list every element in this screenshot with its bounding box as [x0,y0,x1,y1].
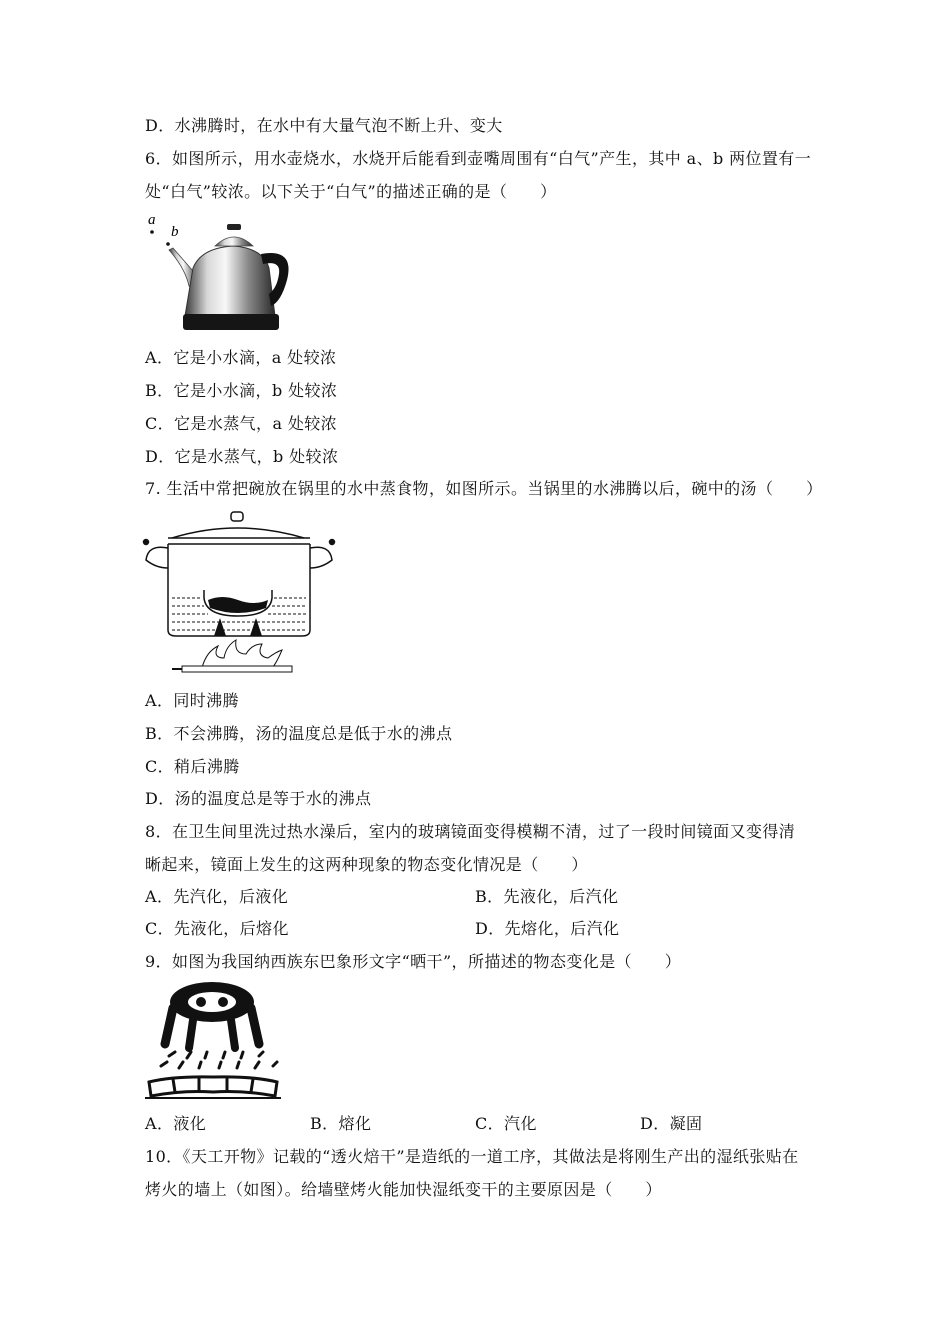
pot-lid [172,528,304,538]
support-leg [250,618,262,636]
steamer-figure [142,508,337,683]
kettle-lid-knob [227,224,241,230]
point-b-dot [166,242,170,246]
kettle-lid [215,237,253,246]
q8-option-d: D．先熔化，后汽化 [475,919,620,938]
q5-option-d: D．水沸腾时，在水中有大量气泡不断上升、变大 [145,116,503,135]
q6-option-d: D．它是水蒸气，b 处较浓 [145,447,339,466]
q8-stem-line2: 晰起来，镜面上发生的这两种现象的物态变化情况是（ ） [145,855,588,874]
kettle-base [183,314,279,330]
glyph-base [149,1077,277,1096]
label-a: a [148,212,156,228]
flame [202,640,282,668]
lid-knob [231,512,243,521]
q7-option-a: A．同时沸腾 [145,691,239,710]
support-leg [214,618,226,636]
q6-option-a: A．它是小水滴，a 处较浓 [145,348,337,367]
q7-option-d: D．汤的温度总是等于水的沸点 [145,789,372,808]
q8-option-c: C．先液化，后熔化 [145,919,289,938]
q7-option-b: B．不会沸腾，汤的温度总是低于水的沸点 [145,724,453,743]
q9-stem: 9．如图为我国纳西族东巴象形文字“晒干”，所描述的物态变化是（ ） [145,952,682,971]
point-a-dot [150,230,154,234]
dongba-glyph-figure [143,980,283,1105]
q6-option-c: C．它是水蒸气，a 处较浓 [145,414,338,433]
q8-stem-line1: 8．在卫生间里洗过热水澡后，室内的玻璃镜面变得模糊不清，过了一段时间镜面又变得清 [145,822,796,841]
label-b: b [171,224,179,240]
glyph-leg [189,1020,193,1048]
q8-option-b: B．先液化，后汽化 [475,887,619,906]
q7-option-c: C．稍后沸腾 [145,757,240,776]
glyph-leg [251,1008,259,1044]
q9-option-d: D．凝固 [640,1114,703,1133]
q7-stem: 7. 生活中常把碗放在锅里的水中蒸食物，如图所示。当锅里的水沸腾以后，碗中的汤（ ） [145,479,823,498]
q6-stem-line1: 6．如图所示，用水壶烧水，水烧开后能看到壶嘴周围有“白气”产生，其中 a、b 两位置有一 [145,149,812,168]
q6-stem-line2: 处“白气”较浓。以下关于“白气”的描述正确的是（ ） [145,182,557,201]
glyph-rays [161,1052,277,1068]
left-handle [146,547,168,568]
glyph-leg [231,1020,235,1048]
glyph-leg [165,1008,173,1044]
q9-option-a: A．液化 [145,1114,207,1133]
q9-option-c: C．汽化 [475,1114,537,1133]
q9-option-b: B．熔化 [310,1114,372,1133]
q8-option-a: A．先汽化，后液化 [145,887,289,906]
kettle-figure [145,210,295,335]
q10-stem-line2: 烤火的墙上（如图）。给墙壁烤火能加快湿纸变干的主要原因是（ ） [145,1180,662,1199]
soup [208,597,268,613]
right-handle [310,547,332,568]
q6-option-b: B．它是小水滴，b 处较浓 [145,381,338,400]
q10-stem-line1: 10．《天工开物》记载的“透火焙干”是造纸的一道工序，其做法是将刚生产出的湿纸张贴在 [145,1147,799,1166]
burner [182,666,292,672]
